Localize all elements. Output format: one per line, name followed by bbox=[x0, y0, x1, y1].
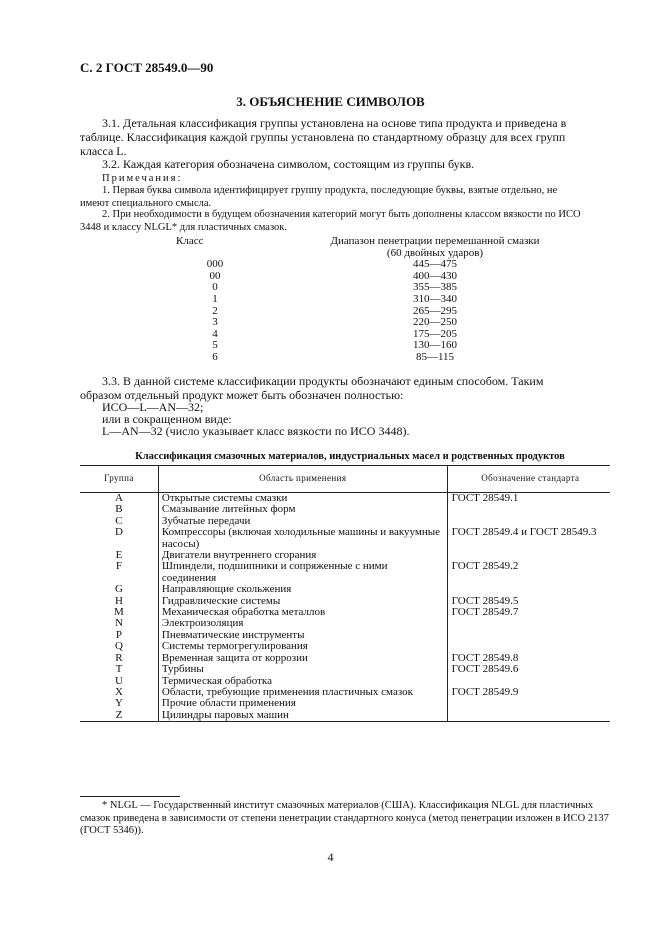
area-cell: Шпиндели, подшипники и сопряженные с ними соединения bbox=[158, 561, 447, 584]
paragraph-3-2: 3.2. Каждая категория обозначена символом, состоящим из группы букв. bbox=[102, 157, 475, 171]
standard-cell: ГОСТ 28549.8 bbox=[451, 651, 519, 664]
area-cell: Двигатели внутреннего сгорания bbox=[158, 550, 447, 561]
viscosity-range: 310—340 bbox=[413, 292, 457, 305]
area-cell: Открытые системы смазки bbox=[158, 493, 447, 505]
standard-cell: ГОСТ 28549.9 bbox=[451, 685, 519, 698]
group-cell: F bbox=[115, 560, 122, 573]
area-cell: Термическая обработка bbox=[158, 676, 447, 687]
standard-cell: ГОСТ 28549.4 и ГОСТ 28549.3 bbox=[451, 526, 597, 539]
group-cell: G bbox=[114, 583, 123, 596]
table-row bbox=[80, 527, 610, 550]
table-title: Классификация смазочных материалов, индустриальных масел и родственных продуктов bbox=[135, 451, 565, 462]
group-cell: T bbox=[115, 663, 123, 676]
footnote: * NLGL — Государственный институт смазочных материалов (США). Классификация NLGL для пластичных смазок приведена в зависимости от степени пенетрации стандартного конуса (метод пенетрации изложен в ИСО 2137 (ГОСТ 5346)). bbox=[80, 800, 609, 837]
viscosity-row bbox=[160, 340, 600, 352]
page-header: С. 2 ГОСТ 28549.0—90 bbox=[80, 60, 214, 75]
example-short: L—AN—32 (число указывает класс вязкости по ИСО 3448). bbox=[102, 424, 410, 438]
viscosity-class: 00 bbox=[209, 269, 221, 282]
standard-cell bbox=[447, 504, 610, 515]
viscosity-range: 355—385 bbox=[413, 281, 457, 294]
group-cell: A bbox=[114, 492, 123, 504]
viscosity-header-sub bbox=[160, 248, 600, 260]
standard-cell: ГОСТ 28549.2 bbox=[451, 560, 519, 573]
standard-cell: ГОСТ 28549.7 bbox=[451, 606, 519, 619]
table-header-row bbox=[80, 466, 610, 493]
group-cell: B bbox=[115, 503, 123, 516]
area-cell: Направляющие скольжения bbox=[158, 584, 447, 595]
viscosity-row bbox=[160, 259, 600, 271]
area-cell: Цилиндры паровых машин bbox=[158, 710, 447, 722]
table-row bbox=[80, 664, 610, 675]
group-cell: H bbox=[114, 594, 123, 607]
viscosity-header bbox=[160, 236, 600, 248]
standard-header: Обозначение стандарта bbox=[447, 466, 610, 493]
note-2: 2. При необходимости в будущем обозначения категорий могут быть дополнены классом вязкости по ИСО 3448 и классу NLGL* для пластичных смазок. bbox=[80, 209, 581, 233]
group-cell: C bbox=[115, 514, 123, 527]
standard-cell bbox=[447, 630, 610, 641]
area-cell: Зубчатые передачи bbox=[158, 516, 447, 527]
footnote-divider bbox=[80, 796, 180, 797]
viscosity-class: 4 bbox=[212, 327, 218, 340]
table-row bbox=[80, 561, 610, 584]
viscosity-class: 5 bbox=[212, 339, 218, 352]
table-row bbox=[80, 641, 610, 652]
table-row bbox=[80, 687, 610, 698]
viscosity-class: 3 bbox=[212, 316, 218, 329]
viscosity-table bbox=[160, 236, 600, 364]
standard-cell bbox=[447, 618, 610, 629]
area-header: Область применения bbox=[158, 466, 447, 493]
group-cell: D bbox=[114, 526, 123, 539]
table-row bbox=[80, 698, 610, 709]
viscosity-row bbox=[160, 317, 600, 329]
example-full: ИСО—L—AN—32; bbox=[102, 400, 204, 414]
viscosity-row bbox=[160, 329, 600, 341]
area-cell: Гидравлические системы bbox=[158, 596, 447, 607]
area-cell: Временная защита от коррозии bbox=[158, 653, 447, 664]
viscosity-row bbox=[160, 352, 600, 364]
standard-cell: ГОСТ 28549.1 bbox=[451, 492, 519, 504]
group-cell: M bbox=[114, 606, 124, 619]
viscosity-range: 85—115 bbox=[415, 350, 455, 363]
table-row bbox=[80, 630, 610, 641]
viscosity-range: 130—160 bbox=[413, 339, 457, 352]
area-cell: Прочие области применения bbox=[158, 698, 447, 709]
table-row bbox=[80, 596, 610, 607]
group-cell: X bbox=[114, 685, 123, 698]
area-cell: Электроизоляция bbox=[158, 618, 447, 629]
group-cell: Y bbox=[114, 697, 123, 710]
section-title: 3. ОБЪЯСНЕНИЕ СИМВОЛОВ bbox=[236, 94, 425, 109]
viscosity-range: 400—430 bbox=[413, 269, 457, 282]
viscosity-range: 265—295 bbox=[413, 304, 457, 317]
viscosity-class: 1 bbox=[212, 292, 218, 305]
viscosity-row bbox=[160, 294, 600, 306]
standard-cell bbox=[447, 641, 610, 652]
viscosity-row bbox=[160, 282, 600, 294]
area-cell: Системы термогрегулирования bbox=[158, 641, 447, 652]
viscosity-row bbox=[160, 271, 600, 283]
note-1: 1. Первая буква символа идентифицирует группу продукта, последующие буквы, взятые отдельно, не имеют специального смысла. bbox=[80, 185, 558, 209]
viscosity-class: 000 bbox=[206, 258, 224, 271]
standard-cell bbox=[447, 710, 610, 722]
viscosity-range: 220—250 bbox=[413, 316, 457, 329]
group-cell: E bbox=[115, 549, 123, 562]
table-row bbox=[80, 618, 610, 629]
notes-title: Примечания: bbox=[102, 173, 183, 184]
paragraph-3-1: 3.1. Детальная классификация группы установлена на основе типа продукта и приведена в таблице. Классификация каждой группы установлена по стандартному образцу для всех групп класса L. bbox=[80, 116, 567, 158]
viscosity-range-subheader: (60 двойных ударов) bbox=[386, 246, 484, 259]
viscosity-range-header: Диапазон пенетрации перемешанной смазки bbox=[330, 235, 540, 247]
standard-cell bbox=[447, 584, 610, 595]
paragraph-3-3: 3.3. В данной системе классификации продукты обозначают единым способом. Таким образом отдельный продукт может быть обозначен полностью: bbox=[80, 374, 544, 402]
group-cell: P bbox=[115, 628, 122, 641]
viscosity-class-header: Класс bbox=[176, 235, 204, 247]
classification-table bbox=[80, 465, 610, 722]
standard-cell: ГОСТ 28549.5 bbox=[451, 594, 519, 607]
area-cell: Смазывание литейных форм bbox=[158, 504, 447, 515]
viscosity-range: 445—475 bbox=[413, 258, 457, 271]
area-cell: Компрессоры (включая холодильные машины и вакуумные насосы) bbox=[158, 527, 447, 550]
area-cell: Турбины bbox=[158, 664, 447, 675]
page-number: 4 bbox=[327, 850, 334, 864]
group-cell: U bbox=[114, 674, 123, 687]
viscosity-class: 0 bbox=[212, 281, 218, 294]
group-cell: R bbox=[115, 651, 123, 664]
viscosity-range: 175—205 bbox=[413, 327, 457, 340]
table-row bbox=[80, 653, 610, 664]
area-cell: Механическая обработка металлов bbox=[158, 607, 447, 618]
table-row bbox=[80, 504, 610, 515]
example-short-label: или в сокращенном виде: bbox=[102, 412, 232, 426]
table-row bbox=[80, 710, 610, 722]
viscosity-class: 6 bbox=[212, 350, 218, 363]
group-cell: N bbox=[114, 617, 123, 630]
group-header: Группа bbox=[80, 466, 158, 493]
viscosity-class: 2 bbox=[212, 304, 218, 317]
area-cell: Области, требующие применения пластичных смазок bbox=[158, 687, 447, 698]
standard-cell: ГОСТ 28549.6 bbox=[451, 663, 519, 676]
group-cell: Z bbox=[80, 710, 158, 722]
table-row bbox=[80, 493, 610, 505]
table-row bbox=[80, 584, 610, 595]
table-row bbox=[80, 607, 610, 618]
viscosity-row bbox=[160, 306, 600, 318]
group-cell: Q bbox=[114, 640, 123, 653]
standard-cell bbox=[447, 698, 610, 709]
area-cell: Пневматические инструменты bbox=[158, 630, 447, 641]
